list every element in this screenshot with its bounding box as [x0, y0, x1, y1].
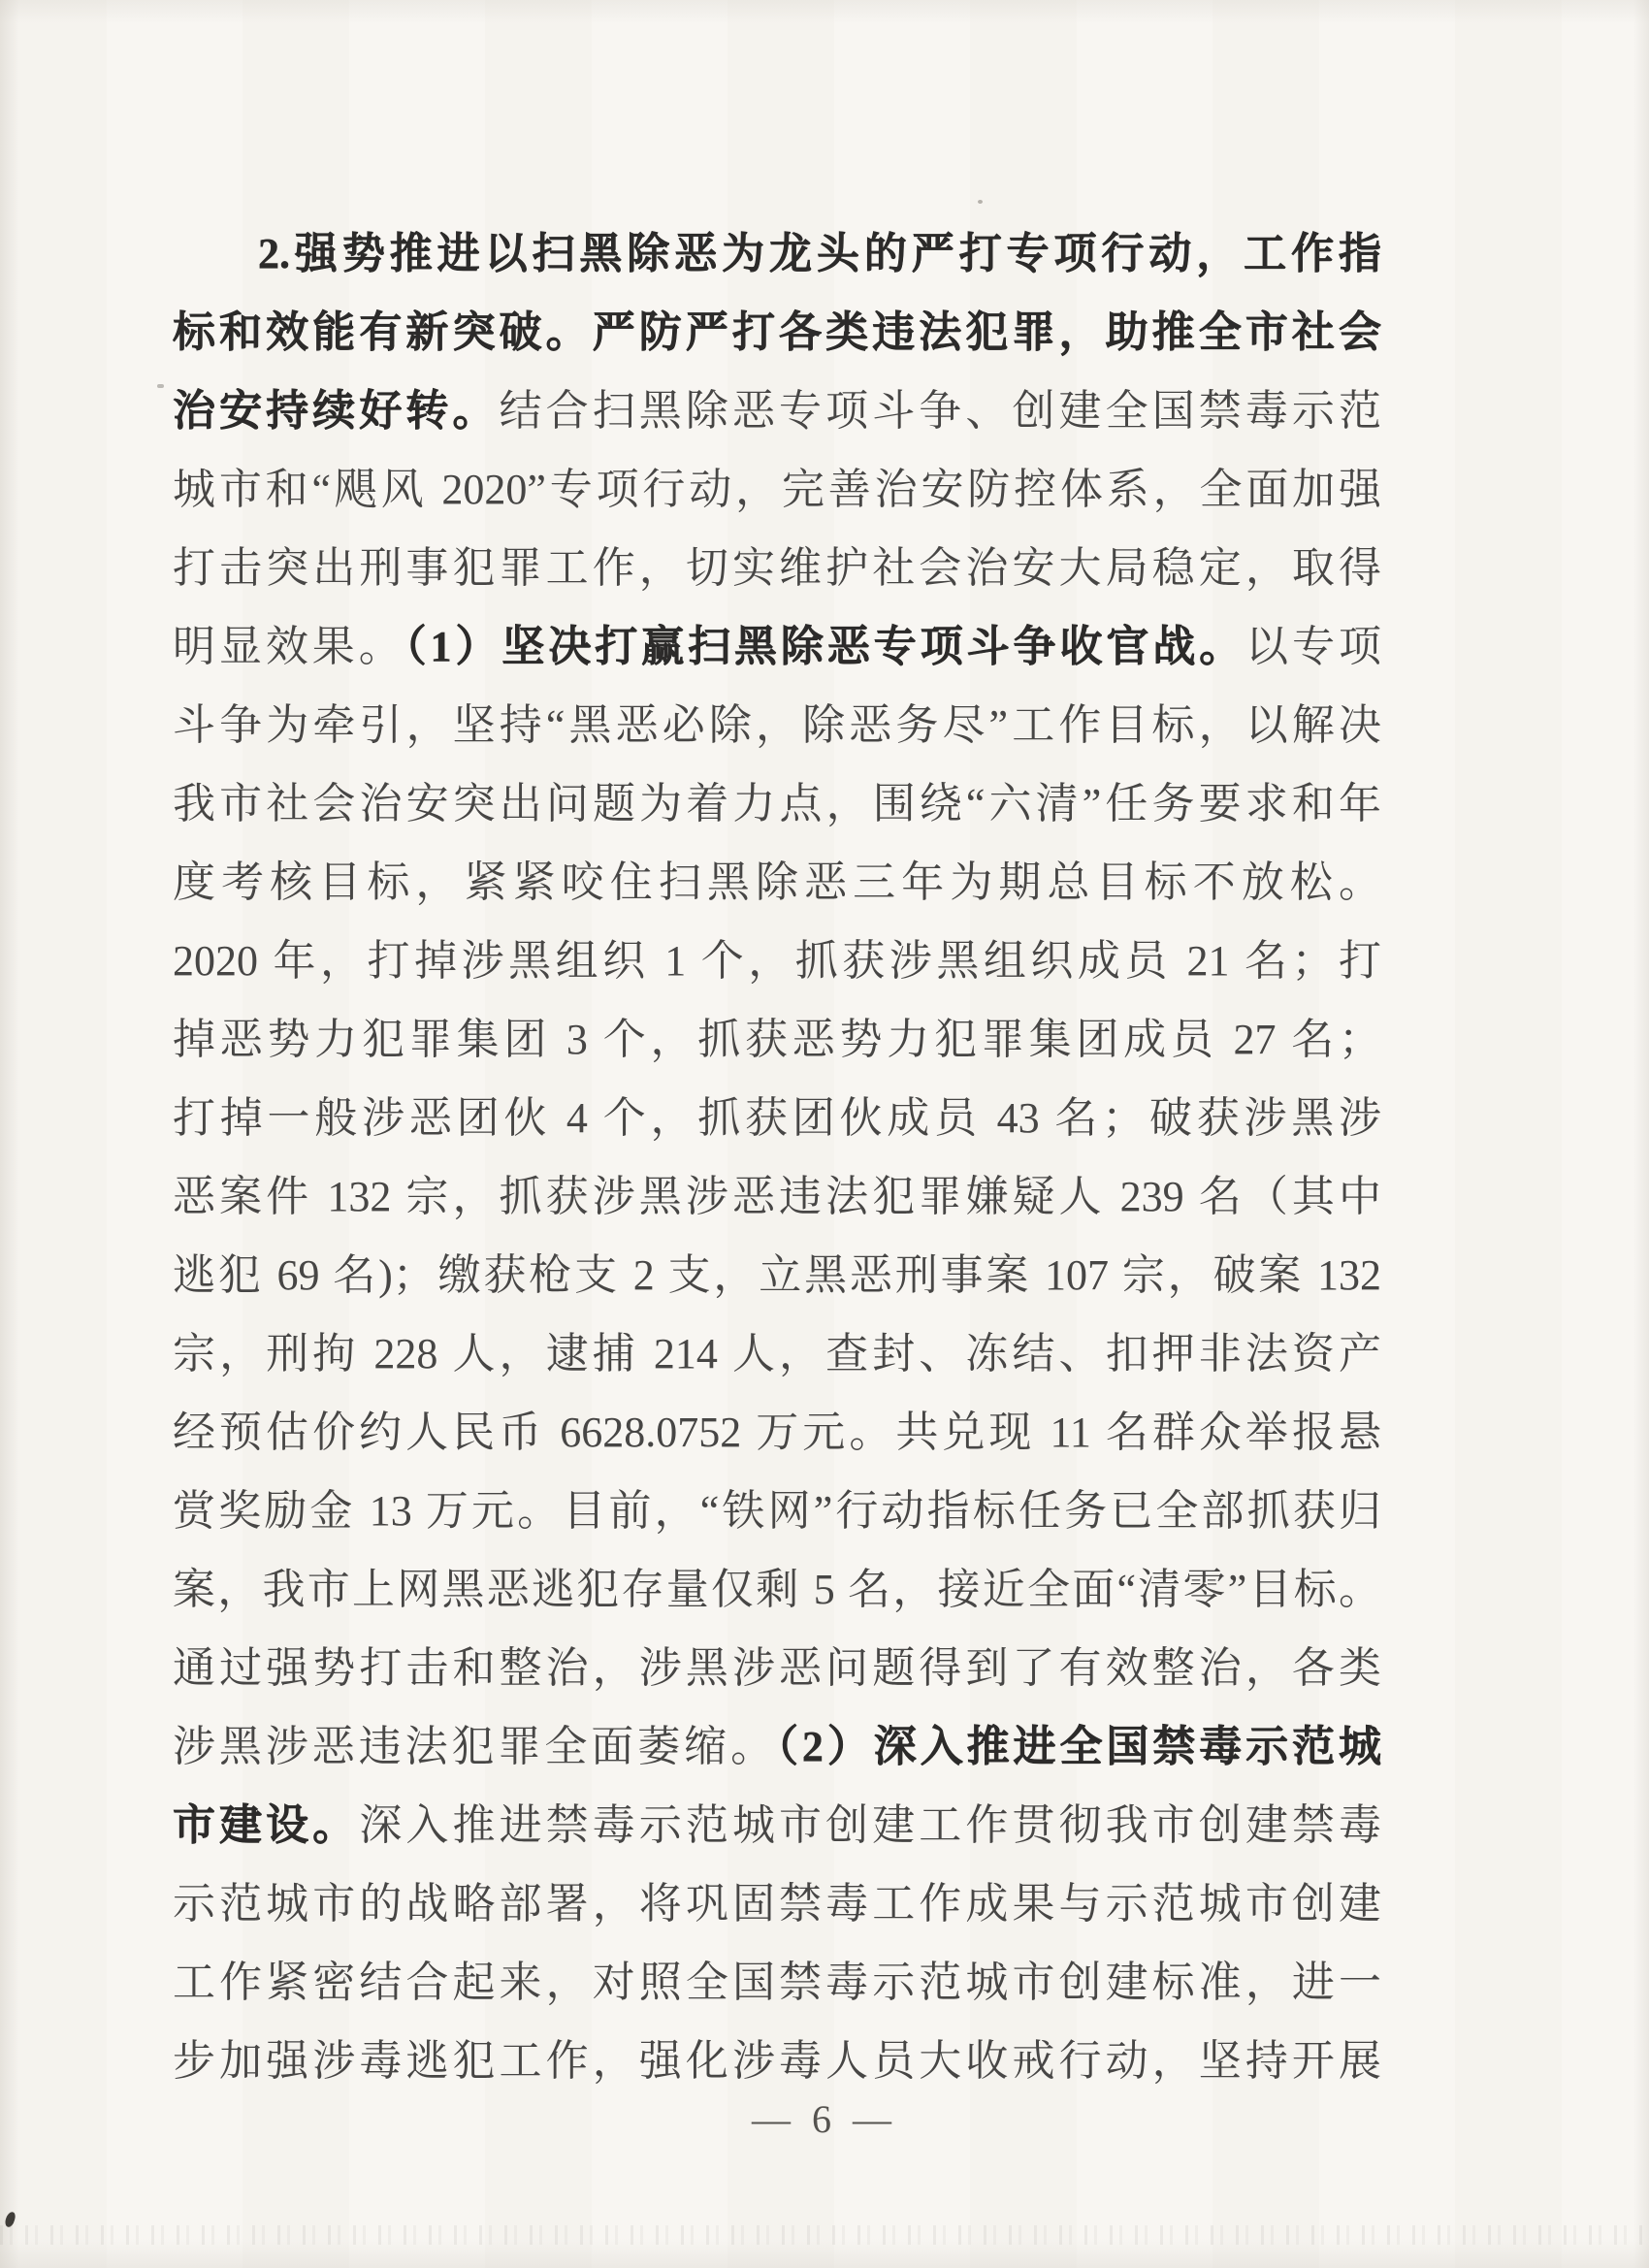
text-segment: 涉黑涉恶违法犯罪全面萎缩。 [173, 1723, 777, 1770]
text-segment: 经预估价约人民币 6628.0752 万元。共兑现 11 名群众举报悬 [173, 1409, 1381, 1456]
scan-dot [978, 200, 983, 204]
scan-noise-band [0, 2225, 1649, 2245]
text-segment: 案，我市上网黑恶逃犯存量仅剩 5 名，接近全面“清零”目标。 [173, 1566, 1381, 1613]
text-line [173, 1550, 1381, 1629]
text-line [173, 843, 1381, 922]
text-segment: 工作紧密结合起来，对照全国禁毒示范城市创建标准，进一 [173, 1959, 1381, 2006]
text-line [173, 2022, 1381, 2100]
text-line [173, 1157, 1381, 1236]
emphasis-text-segment: （2）深入推进全国禁毒示范城 [777, 1723, 1381, 1770]
text-segment: 我市社会治安突出问题为着力点，围绕“六清”任务要求和年 [173, 780, 1381, 827]
text-line [173, 1079, 1381, 1157]
text-line [173, 1864, 1381, 1943]
text-segment: 打掉一般涉恶团伙 4 个，抓获团伙成员 43 名；破获涉黑涉 [173, 1094, 1381, 1142]
document-body [173, 214, 1381, 2100]
text-line [173, 214, 1381, 293]
text-segment: 赏奖励金 13 万元。目前，“铁网”行动指标任务已全部抓获归 [173, 1487, 1381, 1535]
text-line [173, 922, 1381, 1000]
text-segment: 城市和“飓风 2020”专项行动，完善治安防控体系，全面加强 [173, 466, 1381, 513]
text-segment: 恶案件 132 宗，抓获涉黑涉恶违法犯罪嫌疑人 239 名（其中 [173, 1173, 1381, 1220]
text-segment: 打击突出刑事犯罪工作，切实维护社会治安大局稳定，取得 [173, 544, 1381, 592]
text-line [173, 1393, 1381, 1472]
emphasis-text-segment: （1）坚决打赢扫黑除恶专项斗争收官战。 [404, 623, 1246, 670]
text-line [173, 1943, 1381, 2022]
text-segment: 明显效果。 [173, 623, 405, 670]
text-segment: 以专项 [1245, 623, 1382, 670]
text-segment: 宗，刑拘 228 人，逮捕 214 人，查封、冻结、扣押非法资产 [173, 1330, 1381, 1377]
text-segment: 示范城市的战略部署，将巩固禁毒工作成果与示范城市创建 [173, 1880, 1381, 1928]
text-segment: 度考核目标，紧紧咬住扫黑除恶三年为期总目标不放松。 [173, 859, 1381, 906]
text-line [173, 529, 1381, 607]
text-line [173, 1236, 1381, 1314]
emphasis-text-segment: 市建设。 [173, 1801, 360, 1849]
text-line [173, 764, 1381, 843]
text-line [173, 1707, 1381, 1786]
text-line [173, 1000, 1381, 1079]
text-line [173, 450, 1381, 529]
text-line [173, 607, 1381, 686]
text-segment: 深入推进禁毒示范城市创建工作贯彻我市创建禁毒 [359, 1801, 1382, 1849]
text-line [173, 1472, 1381, 1550]
text-segment: 掉恶势力犯罪集团 3 个，抓获恶势力犯罪集团成员 27 名； [173, 1016, 1381, 1063]
page-number [0, 2095, 1649, 2144]
text-line [173, 293, 1381, 372]
text-line [173, 1786, 1381, 1864]
text-line [173, 372, 1381, 450]
text-segment: 2020 年，打掉涉黑组织 1 个，抓获涉黑组织成员 21 名；打 [173, 937, 1381, 985]
emphasis-text-segment: 标和效能有新突破。严防严打各类违法犯罪，助推全市社会 [173, 308, 1381, 356]
text-line [173, 686, 1381, 764]
text-segment: 通过强势打击和整治，涉黑涉恶问题得到了有效整治，各类 [173, 1644, 1381, 1692]
text-segment: 步加强涉毒逃犯工作，强化涉毒人员大收戒行动，坚持开展 [173, 2037, 1381, 2085]
page-number-text: — 6 — [752, 2097, 897, 2141]
text-segment: 逃犯 69 名)；缴获枪支 2 支，立黑恶刑事案 107 宗，破案 132 [173, 1251, 1381, 1299]
emphasis-text-segment: 2.强势推进以扫黑除恶为龙头的严打专项行动，工作指 [258, 230, 1381, 277]
text-line [173, 1629, 1381, 1707]
text-segment: 斗争为牵引，坚持“黑恶必除，除恶务尽”工作目标，以解决 [173, 701, 1381, 749]
text-line [173, 1314, 1381, 1393]
scan-mark [157, 384, 164, 388]
text-segment: 结合扫黑除恶专项斗争、创建全国禁毒示范 [499, 387, 1382, 435]
emphasis-text-segment: 治安持续好转。 [173, 387, 500, 435]
